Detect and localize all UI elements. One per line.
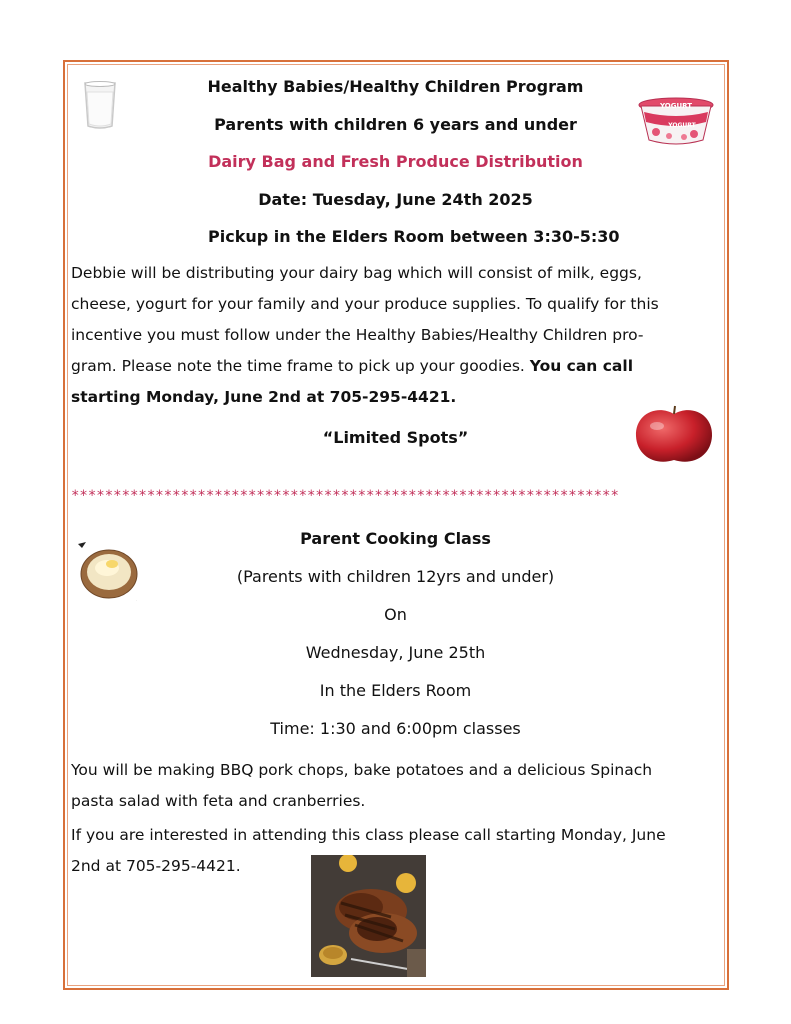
menu-line-2: pasta salad with feta and cranberries. <box>71 792 366 810</box>
limited-spots: “Limited Spots” <box>322 428 469 447</box>
on-label: On <box>384 605 407 624</box>
class-time: Time: 1:30 and 6:00pm classes <box>270 719 521 738</box>
class-location: In the Elders Room <box>319 681 472 700</box>
interest-line-1: If you are interested in attending this class please call starting Monday, June <box>71 826 666 844</box>
svg-text:YOGURT: YOGURT <box>668 122 696 129</box>
call-notice-cont: starting Monday, June 2nd at 705-295-4421. <box>71 388 457 406</box>
call-notice: You can call <box>529 357 634 375</box>
program-title: Healthy Babies/Healthy Children Program <box>207 77 584 96</box>
interest-paragraph <box>71 820 711 882</box>
body-line-4: gram. Please note the time frame to pick up your goodies. <box>71 357 530 375</box>
body-line-2: cheese, yogurt for your family and your produce supplies. To qualify for this <box>71 295 659 313</box>
distribution-paragraph <box>71 258 711 413</box>
pickup-line: Pickup in the Elders Room between 3:30-5:30 <box>208 227 620 246</box>
svg-text:YOGURT: YOGURT <box>659 102 693 110</box>
event-title: Dairy Bag and Fresh Produce Distribution <box>208 152 583 171</box>
interest-line-2: 2nd at 705-295-4421. <box>71 857 241 875</box>
body-line-3: incentive you must follow under the Healthy Babies/Healthy Children pro- <box>71 326 644 344</box>
cooking-class-title: Parent Cooking Class <box>300 529 491 548</box>
star-divider: ***************************************************************** <box>71 488 619 504</box>
cooking-audience: (Parents with children 12yrs and under) <box>236 567 555 586</box>
menu-line-1: You will be making BBQ pork chops, bake potatoes and a delicious Spinach <box>71 761 653 779</box>
menu-paragraph <box>71 755 711 817</box>
audience-line: Parents with children 6 years and under <box>214 115 577 134</box>
date-line: Date: Tuesday, June 24th 2025 <box>258 190 533 209</box>
body-line-1: Debbie will be distributing your dairy bag which will consist of milk, eggs, <box>71 264 642 282</box>
class-date: Wednesday, June 25th <box>305 643 486 662</box>
svg-text:.: . <box>136 598 137 602</box>
